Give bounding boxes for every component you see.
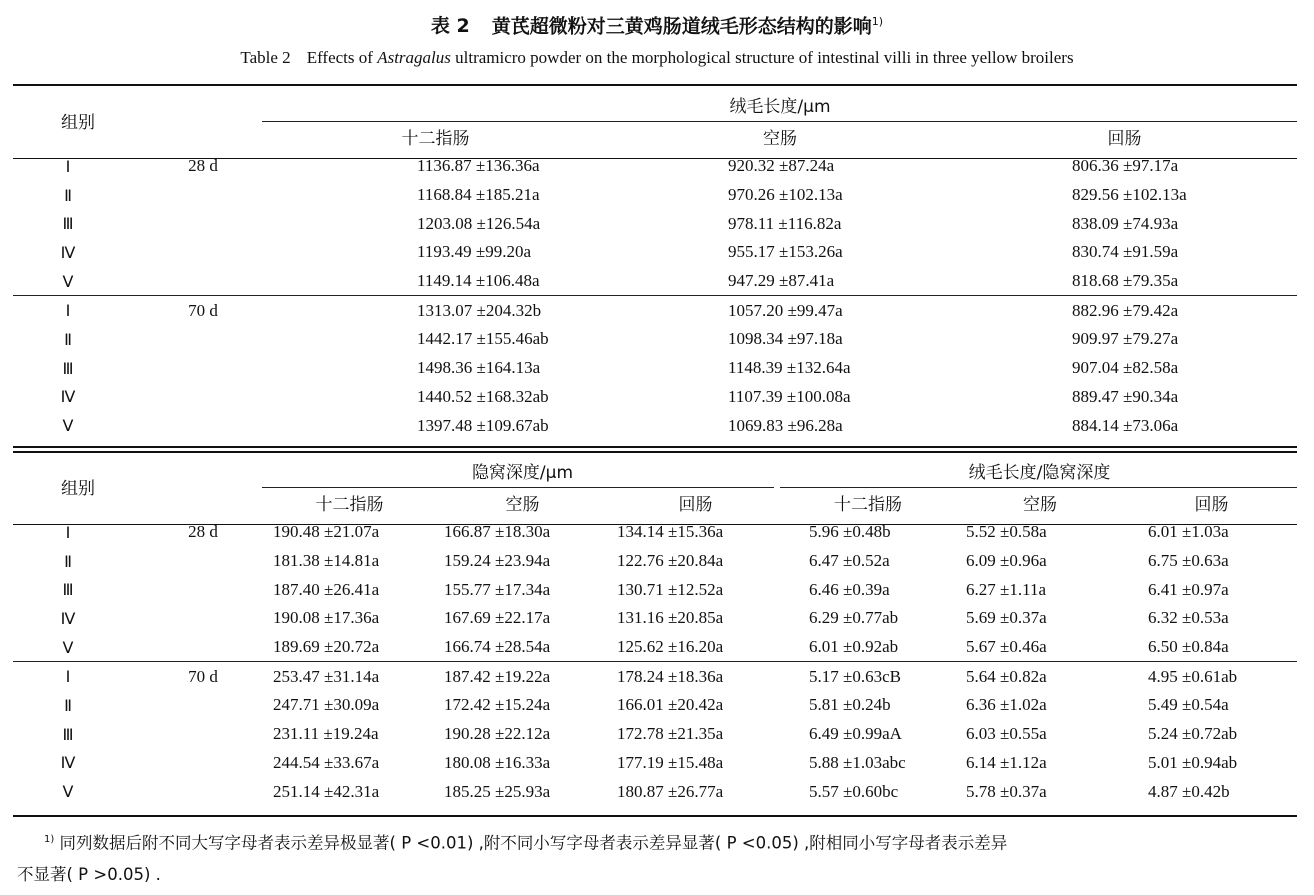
group-cell: Ⅲ: [62, 724, 74, 744]
table-row: [13, 691, 1297, 720]
value-cell: 1168.84 ±185.21a: [417, 185, 540, 205]
value-cell: 838.09 ±74.93a: [1072, 213, 1179, 233]
empty-cell: [143, 547, 263, 576]
value-cell: 6.27 ±1.11a: [966, 579, 1046, 599]
value-cell: 130.71 ±12.52a: [617, 579, 724, 599]
table-crypt-depth: [13, 454, 1297, 806]
table-row: [13, 181, 1297, 210]
table-footnote: [17, 824, 1294, 890]
ratio-underline: [780, 487, 1297, 488]
table2-bottom-rule: [13, 815, 1297, 817]
footnote-line-1: 同列数据后附不同大写字母者表示差异极显著( P <0.01) ,附不同小写字母者表示差异显著( P <0.05) ,附相同小写字母者表示差异: [59, 833, 1008, 853]
group-cell: Ⅱ: [64, 329, 72, 349]
value-cell: 1313.07 ±204.32b: [263, 296, 608, 325]
value-cell: 1193.49 ±99.20a: [417, 242, 531, 262]
value-cell: 172.78 ±21.35a: [617, 724, 724, 744]
villus-length-header: 绒毛长度/μm: [729, 96, 831, 117]
table2-top-rule: [13, 451, 1297, 453]
empty-cell: [143, 411, 263, 440]
value-cell: 5.01 ±0.94ab: [1148, 752, 1238, 772]
segment-jejunum-header-2: 空肠: [505, 494, 540, 515]
value-cell: 1203.08 ±126.54a: [417, 213, 541, 233]
table-row: [13, 383, 1297, 412]
table-row: [13, 720, 1297, 749]
group-cell: Ⅳ: [60, 242, 76, 262]
title-en-pre: Effects of: [306, 48, 373, 67]
value-cell: 190.08 ±17.36a: [273, 608, 380, 628]
value-cell: 244.54 ±33.67a: [273, 752, 380, 772]
value-cell: 134.14 ±15.36a: [617, 522, 724, 542]
value-cell: 1136.87 ±136.36a: [417, 156, 540, 176]
group-header: 组别: [61, 112, 95, 133]
value-cell: 947.29 ±87.41a: [728, 271, 835, 291]
value-cell: 6.29 ±0.77ab: [809, 608, 899, 628]
empty-cell: [143, 691, 263, 720]
value-cell: 5.17 ±0.63cB: [782, 662, 954, 691]
group-cell: Ⅲ: [62, 358, 74, 378]
value-cell: 187.42 ±19.22a: [436, 662, 609, 691]
value-cell: 253.47 ±31.14a: [263, 662, 436, 691]
value-cell: 180.87 ±26.77a: [617, 781, 724, 801]
value-cell: 180.08 ±16.33a: [444, 752, 551, 772]
value-cell: 5.96 ±0.48b: [809, 522, 891, 542]
day-cell: 70 d: [143, 296, 263, 325]
value-cell: 920.32 ±87.24a: [728, 156, 835, 176]
table-row: [13, 238, 1297, 267]
group-cell: Ⅲ: [62, 214, 74, 234]
segment-ileum-header-2: 回肠: [678, 494, 713, 515]
table-row: [13, 354, 1297, 383]
day-cell: 28 d: [188, 156, 218, 176]
title-footnote-mark: 1): [871, 15, 884, 28]
value-cell: 830.74 ±91.59a: [1072, 242, 1179, 262]
group-cell: Ⅳ: [60, 753, 76, 773]
value-cell: 251.14 ±42.31a: [273, 781, 380, 801]
empty-cell: [143, 604, 263, 633]
value-cell: 247.71 ±30.09a: [273, 695, 380, 715]
segment-ileum-header-3: 回肠: [1194, 494, 1229, 515]
value-cell: 166.87 ±18.30a: [444, 522, 551, 542]
table-row: [13, 411, 1297, 440]
segment-duodenum-header-2: 十二指肠: [315, 494, 384, 515]
value-cell: 6.41 ±0.97a: [1148, 579, 1229, 599]
group-cell: Ⅴ: [62, 782, 74, 802]
table-title-en: [0, 44, 1314, 72]
empty-cell: [143, 749, 263, 778]
value-cell: 882.96 ±79.42a: [952, 296, 1297, 325]
value-cell: 125.62 ±16.20a: [617, 637, 724, 657]
value-cell: 1069.83 ±96.28a: [728, 415, 843, 435]
value-cell: 190.28 ±22.12a: [444, 724, 551, 744]
empty-cell: [143, 633, 263, 662]
value-cell: 1498.36 ±164.13a: [417, 358, 541, 378]
crypt-depth-underline: [262, 487, 774, 488]
value-cell: 1057.20 ±99.47a: [608, 296, 952, 325]
value-cell: 889.47 ±90.34a: [1072, 386, 1179, 406]
value-cell: 231.11 ±19.24a: [273, 724, 379, 744]
table-row: [13, 209, 1297, 238]
table-row: [13, 662, 1297, 691]
value-cell: 6.46 ±0.39a: [809, 579, 890, 599]
group-cell: Ⅰ: [13, 662, 143, 691]
value-cell: 5.64 ±0.82a: [954, 662, 1126, 691]
empty-cell: [143, 720, 263, 749]
value-cell: 1107.39 ±100.08a: [728, 386, 851, 406]
segment-ileum-header: 回肠: [1107, 128, 1142, 149]
title-en-post: ultramicro powder on the morphological structure of intestinal villi in three yellow broilers: [455, 48, 1074, 67]
value-cell: 1442.17 ±155.46ab: [417, 329, 549, 349]
table-row: [13, 518, 1297, 547]
group-cell: Ⅰ: [65, 522, 71, 542]
value-cell: 6.49 ±0.99aA: [809, 724, 902, 744]
value-cell: 829.56 ±102.13a: [1072, 185, 1187, 205]
value-cell: 6.09 ±0.96a: [966, 551, 1047, 571]
value-cell: 5.67 ±0.46a: [966, 637, 1047, 657]
value-cell: 178.24 ±18.36a: [609, 662, 782, 691]
table-row: [13, 547, 1297, 576]
value-cell: 5.88 ±1.03abc: [809, 752, 906, 772]
group-header-2: 组别: [61, 478, 95, 499]
footnote-mark: 1): [44, 834, 55, 845]
value-cell: 909.97 ±79.27a: [1072, 329, 1179, 349]
table-label-en: Table 2: [240, 48, 291, 67]
value-cell: 6.36 ±1.02a: [966, 695, 1047, 715]
empty-cell: [143, 181, 263, 210]
value-cell: 6.03 ±0.55a: [966, 724, 1047, 744]
day-cell: 70 d: [143, 662, 263, 691]
value-cell: 166.01 ±20.42a: [617, 695, 724, 715]
table-row: [13, 152, 1297, 181]
villus-length-underline: [262, 121, 1297, 122]
empty-cell: [143, 325, 263, 354]
table-villus-length: [13, 88, 1297, 440]
group-cell: Ⅳ: [60, 387, 76, 407]
footnote-line-2: 不显著( P >0.05) .: [17, 864, 161, 884]
segment-jejunum-header-3: 空肠: [1023, 494, 1057, 515]
value-cell: 1098.34 ±97.18a: [728, 329, 843, 349]
table-row: [13, 296, 1297, 325]
value-cell: 131.16 ±20.85a: [617, 608, 724, 628]
table1-bottom-rule: [13, 446, 1297, 448]
table-title-cn: [0, 6, 1314, 38]
group-cell: Ⅴ: [62, 416, 74, 436]
value-cell: 172.42 ±15.24a: [444, 695, 551, 715]
group-cell: Ⅲ: [62, 580, 74, 600]
table-row: [13, 604, 1297, 633]
value-cell: 155.77 ±17.34a: [444, 579, 551, 599]
empty-cell: [143, 575, 263, 604]
value-cell: 4.95 ±0.61ab: [1126, 662, 1297, 691]
value-cell: 970.26 ±102.13a: [728, 185, 843, 205]
value-cell: 167.69 ±22.17a: [444, 608, 551, 628]
value-cell: 1149.14 ±106.48a: [417, 271, 540, 291]
table-label-cn: 表 2: [430, 15, 470, 38]
value-cell: 122.76 ±20.84a: [617, 551, 724, 571]
day-cell: 28 d: [188, 522, 218, 542]
empty-cell: [143, 209, 263, 238]
value-cell: 5.81 ±0.24b: [809, 695, 891, 715]
value-cell: 907.04 ±82.58a: [1072, 358, 1179, 378]
value-cell: 159.24 ±23.94a: [444, 551, 551, 571]
value-cell: 181.38 ±14.81a: [273, 551, 380, 571]
table-row: [13, 575, 1297, 604]
value-cell: 190.48 ±21.07a: [273, 522, 380, 542]
value-cell: 5.49 ±0.54a: [1148, 695, 1229, 715]
table2-header-rule: [13, 524, 1297, 525]
table-title-text-cn: 黄芪超微粉对三黄鸡肠道绒毛形态结构的影响: [491, 15, 872, 38]
value-cell: 6.14 ±1.12a: [966, 752, 1047, 772]
value-cell: 6.47 ±0.52a: [809, 551, 890, 571]
value-cell: 978.11 ±116.82a: [728, 213, 842, 233]
table1-top-rule: [13, 84, 1297, 86]
group-cell: Ⅴ: [62, 271, 74, 291]
table1-header-rule: [13, 158, 1297, 159]
empty-cell: [143, 238, 263, 267]
table-row: [13, 267, 1297, 296]
value-cell: 177.19 ±15.48a: [617, 752, 724, 772]
empty-cell: [143, 383, 263, 412]
group-cell: Ⅳ: [60, 608, 76, 628]
table-row: [13, 633, 1297, 662]
value-cell: 6.75 ±0.63a: [1148, 551, 1229, 571]
value-cell: 6.01 ±1.03a: [1148, 522, 1229, 542]
table-row: [13, 749, 1297, 778]
title-en-italic: Astragalus: [377, 48, 451, 67]
empty-cell: [143, 777, 263, 806]
group-cell: Ⅱ: [64, 185, 72, 205]
crypt-depth-header: 隐窝深度/μm: [471, 462, 574, 483]
value-cell: 5.78 ±0.37a: [966, 781, 1047, 801]
empty-cell: [143, 267, 263, 296]
value-cell: 5.57 ±0.60bc: [809, 781, 899, 801]
value-cell: 806.36 ±97.17a: [1072, 156, 1179, 176]
value-cell: 6.01 ±0.92ab: [809, 637, 899, 657]
empty-cell: [143, 354, 263, 383]
group-cell: Ⅰ: [65, 156, 71, 176]
value-cell: 1397.48 ±109.67ab: [417, 415, 549, 435]
segment-duodenum-header: 十二指肠: [401, 128, 470, 149]
villus-crypt-ratio-header: 绒毛长度/隐窝深度: [968, 462, 1111, 483]
value-cell: 5.52 ±0.58a: [966, 522, 1047, 542]
group-cell: Ⅴ: [62, 637, 74, 657]
table-row: [13, 325, 1297, 354]
value-cell: 189.69 ±20.72a: [273, 637, 380, 657]
value-cell: 166.74 ±28.54a: [444, 637, 551, 657]
value-cell: 1148.39 ±132.64a: [728, 358, 851, 378]
value-cell: 6.50 ±0.84a: [1148, 637, 1229, 657]
value-cell: 955.17 ±153.26a: [728, 242, 843, 262]
group-cell: Ⅱ: [64, 551, 72, 571]
value-cell: 884.14 ±73.06a: [1072, 415, 1179, 435]
value-cell: 5.24 ±0.72ab: [1148, 724, 1238, 744]
group-cell: Ⅱ: [64, 695, 72, 715]
segment-jejunum-header: 空肠: [763, 128, 797, 149]
group-cell: Ⅰ: [13, 296, 143, 325]
value-cell: 6.32 ±0.53a: [1148, 608, 1229, 628]
value-cell: 185.25 ±25.93a: [444, 781, 551, 801]
table-row: [13, 777, 1297, 806]
value-cell: 187.40 ±26.41a: [273, 579, 380, 599]
value-cell: 1440.52 ±168.32ab: [417, 386, 549, 406]
value-cell: 4.87 ±0.42b: [1148, 781, 1230, 801]
value-cell: 5.69 ±0.37a: [966, 608, 1047, 628]
segment-duodenum-header-3: 十二指肠: [834, 494, 902, 515]
value-cell: 818.68 ±79.35a: [1072, 271, 1179, 291]
